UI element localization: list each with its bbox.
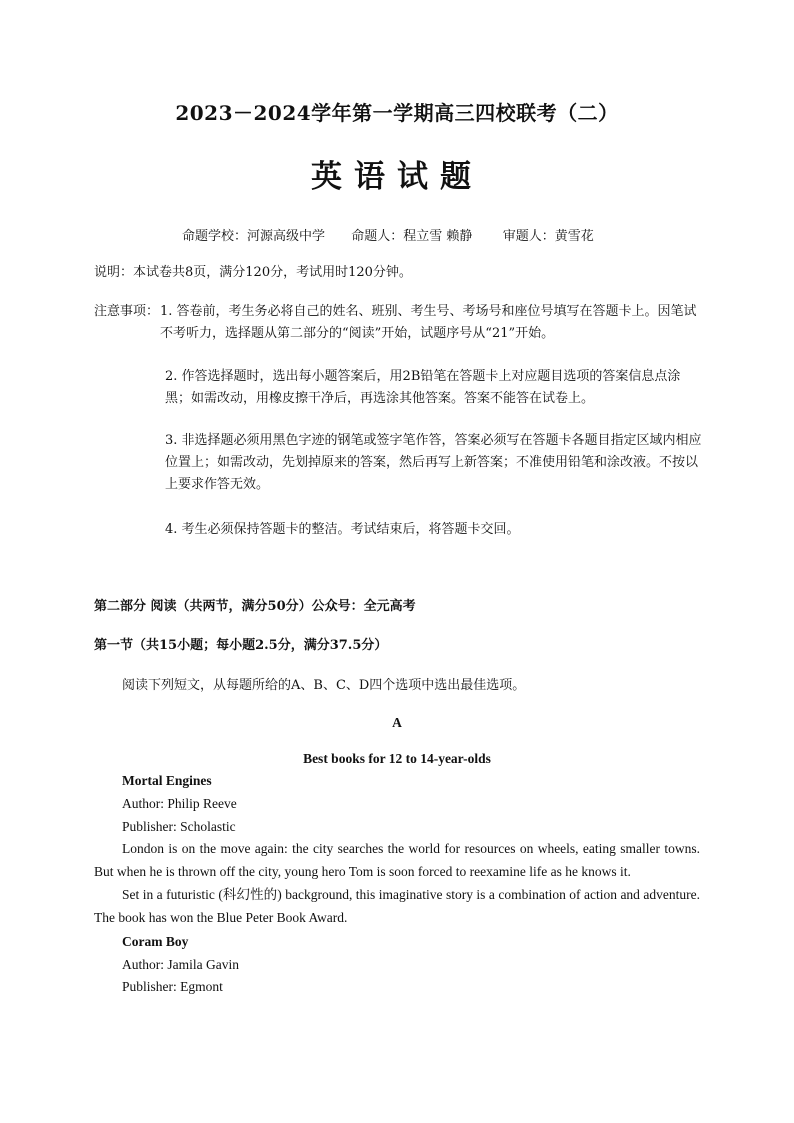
note-item xyxy=(165,366,705,410)
note-number: 4. xyxy=(165,522,178,537)
note-text: 考生必须保持答题卡的整洁。考试结束后，将答题卡交回。 xyxy=(181,522,520,537)
note-number: 2. xyxy=(165,369,178,384)
book-title: Mortal Engines xyxy=(122,773,212,788)
passage-letter: A xyxy=(392,715,402,730)
note-item xyxy=(160,301,705,345)
note-item xyxy=(165,430,705,496)
book-title: Coram Boy xyxy=(122,934,189,949)
note-text: 作答选择题时，选出每小题答案后，用2B铅笔在答题卡上对应题目选项的答案信息点涂黑；如需改动，用橡皮擦干净后，再选涂其他答案。答案不能答在试卷上。 xyxy=(165,369,681,406)
book-publisher: Publisher: Scholastic xyxy=(122,819,236,834)
credit-setter: 命题人：程立雪 赖静 xyxy=(351,229,473,244)
note-number: 3. xyxy=(165,433,178,448)
note-text: 答卷前，考生务必将自己的姓名、班别、考生号、考场号和座位号填写在答题卡上。因笔试不考听力，选择题从第二部分的“阅读”开始，试题序号从“21”开始。 xyxy=(160,304,697,341)
exam-title: 2023－2024学年第一学期高三四校联考（二） xyxy=(175,101,619,125)
book-author: Author: Philip Reeve xyxy=(122,796,237,811)
note-item xyxy=(165,519,705,541)
credits-line xyxy=(182,225,594,244)
passage-title: Best books for 12 to 14-year-olds xyxy=(303,751,491,766)
book-publisher: Publisher: Egmont xyxy=(122,979,223,994)
note-text: 非选择题必须用黑色字迹的钢笔或签字笔作答，答案必须写在答题卡各题目指定区域内相应位置上；如需改动，先划掉原来的答案，然后再写上新答案；不准使用铅笔和涂改液。不按以上要求作答无效。 xyxy=(165,433,702,492)
credit-school: 命题学校：河源高级中学 xyxy=(182,229,326,244)
notes-label: 注意事项： xyxy=(94,304,160,319)
book-description: London is on the move again: the city searches the world for resources on wheels, eating smaller towns. But when he is thrown off the city, young hero Tom is soon forced to reexamine life as he knows it. xyxy=(94,841,700,879)
credit-reviewer: 审题人：黄雪花 xyxy=(502,229,594,244)
note-number: 1. xyxy=(160,304,173,319)
part-heading: 第二部分 阅读（共两节，满分50分）公众号：全元高考 xyxy=(94,599,416,614)
exam-description: 说明：本试卷共8页，满分120分，考试用时120分钟。 xyxy=(94,265,412,280)
reading-instruction: 阅读下列短文，从每题所给的A、B、C、D四个选项中选出最佳选项。 xyxy=(122,678,526,693)
book-description: Set in a futuristic (科幻性的) background, this imaginative story is a combination of action and adventure. The book has won the Blue Peter Book Award. xyxy=(94,887,700,925)
subsection-heading: 第一节（共15小题；每小题2.5分，满分37.5分） xyxy=(94,638,388,653)
book-author: Author: Jamila Gavin xyxy=(122,957,239,972)
subject-title: 英语试题 xyxy=(311,159,483,195)
